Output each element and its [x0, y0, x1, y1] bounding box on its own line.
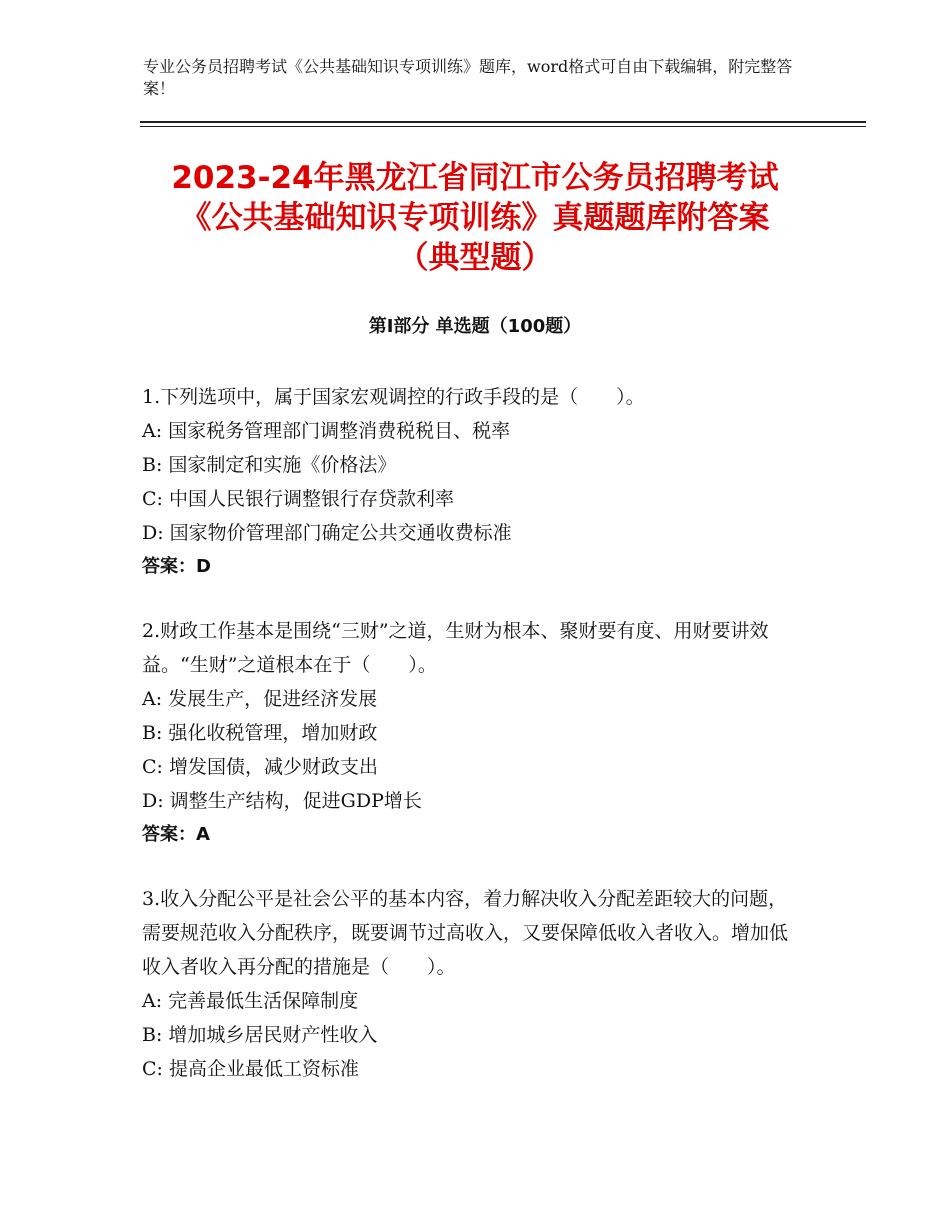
- question-option: A: 国家税务管理部门调整消费税税目、税率: [142, 420, 511, 442]
- question-list: [142, 380, 802, 1116]
- question-stem: 1.下列选项中，属于国家宏观调控的行政手段的是（ ）。: [142, 386, 645, 408]
- question-option: C: 提高企业最低工资标准: [142, 1058, 359, 1080]
- title-line: 2023-24年黑龙江省同江市公务员招聘考试: [171, 160, 779, 196]
- question-answer: 答案：D: [142, 556, 211, 577]
- question-option: B: 增加城乡居民财产性收入: [142, 1024, 378, 1046]
- header-note: 专业公务员招聘考试《公共基础知识专项训练》题库，word格式可自由下载编辑，附完整答案！: [143, 57, 793, 98]
- question-option: C: 中国人民银行调整银行存贷款利率: [142, 488, 454, 510]
- header-divider-thin: [140, 126, 866, 127]
- question-stem: 3.收入分配公平是社会公平的基本内容，着力解决收入分配差距较大的问题，需要规范收入分配秩序，既要调节过高收入，又要保障低收入者收入。增加低收入者收入再分配的措施是（ ）。: [142, 888, 789, 978]
- title-line: 《公共基础知识专项训练》真题题库附答案: [180, 200, 770, 236]
- question-option: A: 发展生产，促进经济发展: [142, 688, 378, 710]
- question-option: B: 强化收税管理，增加财政: [142, 722, 378, 744]
- question-item: [142, 882, 802, 1086]
- document-title: [140, 158, 810, 278]
- title-line: （典型题）: [397, 240, 553, 276]
- question-option: B: 国家制定和实施《价格法》: [142, 454, 397, 476]
- question-stem: 2.财政工作基本是围绕“三财”之道，生财为根本、聚财要有度、用财要讲效益。“生财”之道根本在于（ ）。: [142, 620, 769, 676]
- question-item: [142, 380, 802, 584]
- question-option: D: 调整生产结构，促进GDP增长: [142, 790, 422, 812]
- section-heading: 第Ⅰ部分 单选题（100题）: [368, 316, 582, 337]
- question-option: D: 国家物价管理部门确定公共交通收费标准: [142, 522, 512, 544]
- question-answer: 答案：A: [142, 824, 210, 845]
- header-divider-thick: [140, 121, 866, 123]
- question-option: C: 增发国债，减少财政支出: [142, 756, 378, 778]
- question-option: A: 完善最低生活保障制度: [142, 990, 359, 1012]
- question-item: [142, 614, 802, 852]
